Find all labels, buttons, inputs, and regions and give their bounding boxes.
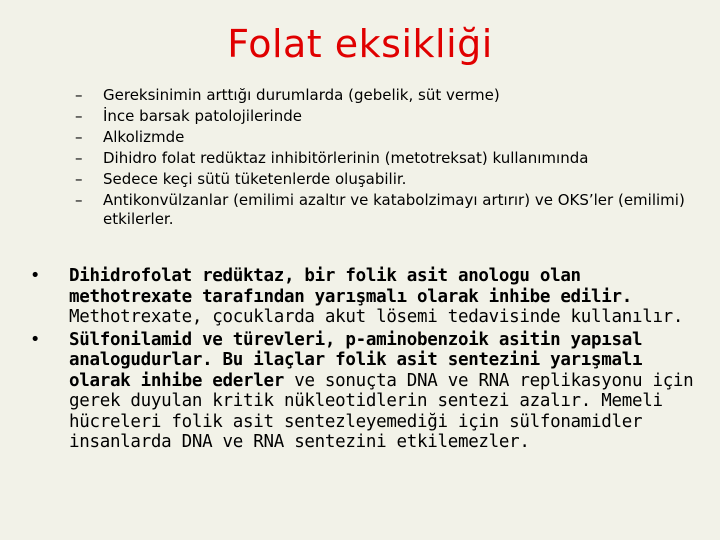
bullet-normal-text: ve sonuçta DNA ve RNA replikasyonu için gerek duyulan kritik nükleotidlerin sentezi azalır. Memeli hücreleri folik asit sentezleyemediği için sülfonamidler insanlarda DNA ve RNA sentezini etkilemezler. bbox=[69, 370, 694, 452]
sub-bullet-item bbox=[75, 149, 695, 168]
dash-icon: – bbox=[75, 128, 83, 146]
main-bullet-list bbox=[28, 266, 698, 455]
slide-title: Folat eksikliği bbox=[227, 22, 493, 66]
main-bullet-item bbox=[28, 330, 698, 453]
sub-bullet-text: Dihidro folat redüktaz inhibitörlerinin (metotreksat) kullanımında bbox=[103, 149, 589, 167]
sub-bullet-text: Alkolizmde bbox=[103, 128, 185, 146]
sub-bullet-item bbox=[75, 107, 695, 126]
sub-bullet-text: İnce barsak patolojilerinde bbox=[103, 107, 302, 125]
dash-icon: – bbox=[75, 149, 83, 167]
sub-bullet-list bbox=[75, 86, 695, 231]
sub-bullet-text: Gereksinimin arttığı durumlarda (gebelik, süt verme) bbox=[103, 86, 500, 104]
dash-icon: – bbox=[75, 86, 83, 104]
dash-icon: – bbox=[75, 191, 83, 209]
bullet-icon: • bbox=[30, 266, 41, 286]
sub-bullet-text: Sedece keçi sütü tüketenlerde oluşabilir. bbox=[103, 170, 407, 188]
sub-bullet-item bbox=[75, 191, 695, 229]
dash-icon: – bbox=[75, 170, 83, 188]
sub-bullet-item bbox=[75, 128, 695, 147]
bullet-icon: • bbox=[30, 329, 41, 350]
bullet-bold-text: Sülfonilamid ve türevleri, p-aminobenzoik asitin yapısal analogudurlar. Bu ilaçlar folik asit sentezini yarışmalı olarak inhibe ederler bbox=[69, 329, 643, 391]
sub-bullet-item bbox=[75, 86, 695, 105]
sub-bullet-item bbox=[75, 170, 695, 189]
sub-bullet-text: Antikonvülzanlar (emilimi azaltır ve katabolzimayı artırır) ve OKS’ler (emilimi) etkilerler. bbox=[103, 191, 685, 228]
bullet-normal-text: Methotrexate, çocuklarda akut lösemi tedavisinde kullanılır. bbox=[69, 307, 684, 327]
dash-icon: – bbox=[75, 107, 83, 125]
main-bullet-item bbox=[28, 266, 698, 328]
bullet-bold-text: Dihidrofolat redüktaz, bir folik asit anologu olan methotrexate tarafından yarışmalı olarak inhibe edilir. bbox=[69, 266, 632, 307]
